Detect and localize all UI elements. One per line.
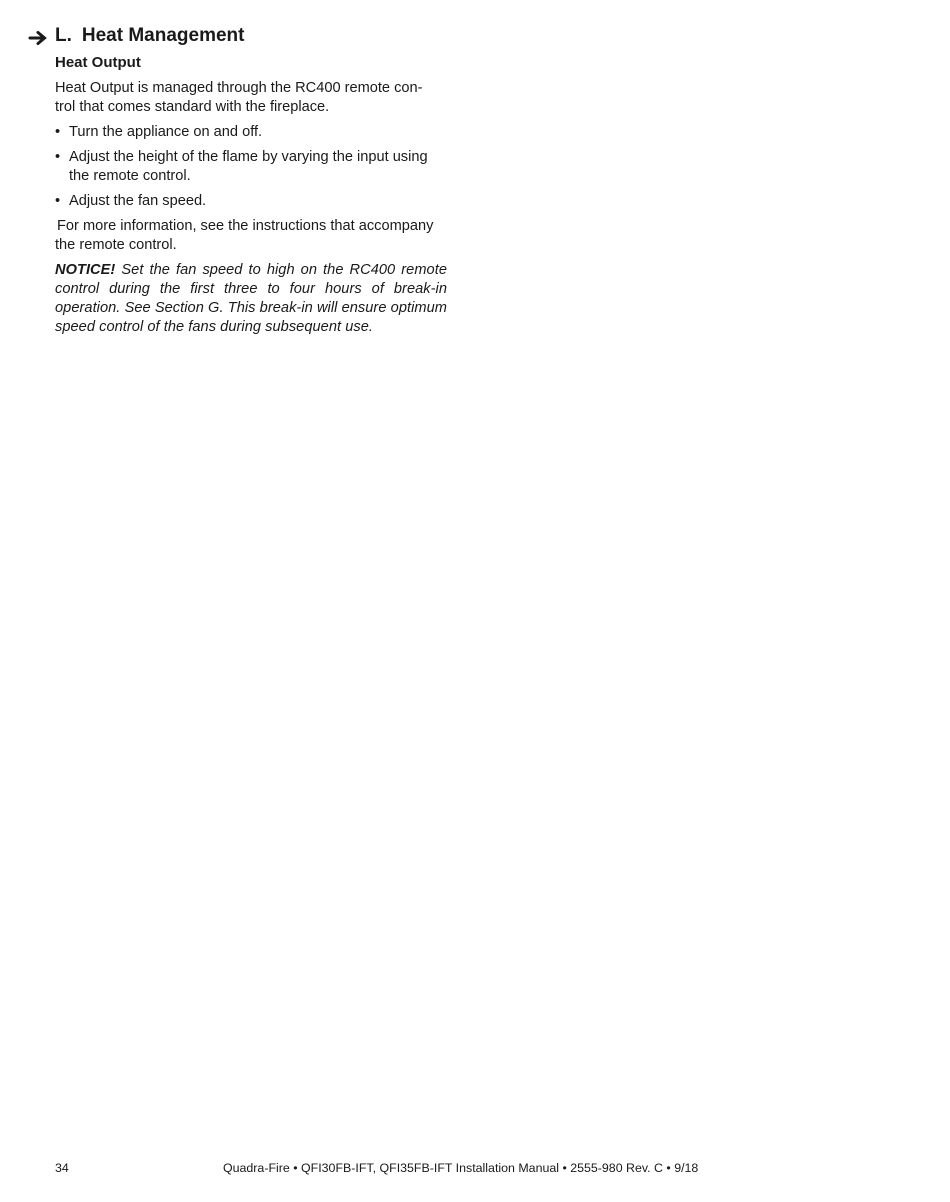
section-heading	[55, 24, 245, 48]
notice-paragraph	[55, 261, 447, 337]
notice-label: NOTICE!	[55, 262, 116, 278]
bullet-list	[55, 123, 447, 211]
list-item-text: Adjust the height of the flame by varying the input using the remote control.	[69, 149, 428, 184]
notice-text: Set the fan speed to high on the RC400 remote control during the first three to four hours of break-in operation. See Section G. This break-in will ensure optimum speed control of the fans during subsequent use.	[55, 262, 447, 335]
list-item-text: Adjust the fan speed.	[69, 193, 207, 209]
intro-paragraph	[55, 79, 447, 117]
list-item	[55, 123, 447, 142]
intro-line-2: trol that comes standard with the fireplace.	[55, 99, 330, 115]
list-item	[55, 148, 447, 186]
section-title: Heat Management	[81, 25, 245, 46]
section-letter: L.	[55, 25, 72, 46]
subheading: Heat Output	[55, 54, 141, 71]
bullet-icon: •	[55, 149, 61, 165]
list-item	[55, 192, 447, 211]
intro-line-1: Heat Output is managed through the RC400 remote con-	[55, 80, 423, 96]
right-arrow-icon	[28, 30, 48, 46]
content-column	[55, 53, 447, 337]
list-item-text: Turn the appliance on and off.	[69, 124, 263, 140]
footer-text: Quadra-Fire • QFI30FB-IFT, QFI35FB-IFT Installation Manual • 2555-980 Rev. C • 9/18	[223, 1161, 699, 1175]
bullet-icon: •	[55, 124, 61, 140]
bullet-icon: •	[55, 193, 61, 209]
more-info-paragraph: For more information, see the instructions that accompany the remote control.	[55, 218, 434, 253]
page-number: 34	[55, 1161, 69, 1175]
